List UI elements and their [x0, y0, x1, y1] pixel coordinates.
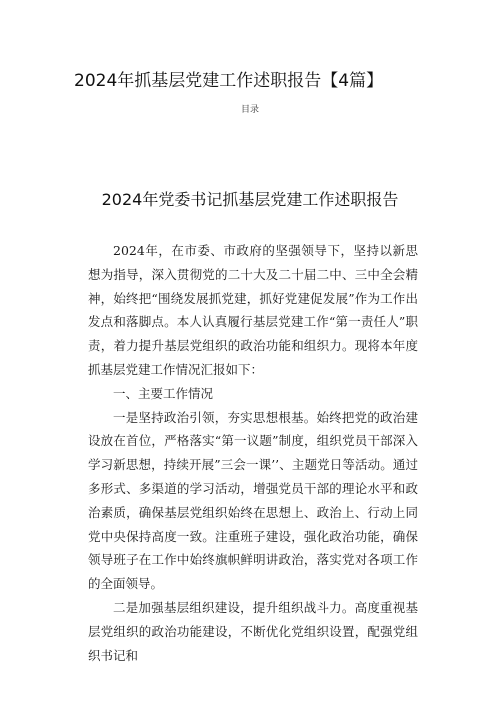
article-body: [88, 239, 418, 667]
article-title: 2024年党委书记抓基层党建工作述职报告: [101, 190, 399, 209]
section-heading: 一、主要工作情况: [113, 385, 214, 401]
toc-label: 目录: [240, 105, 259, 115]
body-paragraph: 2024年，在市委、市政府的坚强领导下，坚持以新思想为指导，深入贯彻党的二十大及二十届二中、三中全会精神，始终把“围绕发展抓党建，抓好党建促发展”作为工作出发点和落脚点。本人认真履行基层党建工作“第一责任人”职责，着力提升基层党组织的政治功能和组织力。现将本年度抓基层党建工作情况汇报如下：: [88, 243, 418, 377]
body-paragraph: 二是加强基层组织建设，提升组织战斗力。高度重视基层党组织的政治功能建设，不断优化党组织设置，配强党组织书记和: [88, 599, 418, 663]
body-paragraph: 一是坚持政治引领，夯实思想根基。始终把党的政治建设放在首位，严格落实“第一议题”制度，组织党员干部深入学习新思想，持续开展”三会一课’’、主题党日等活动。通过多形式、多渠道的学习活动，增强党员干部的理论水平和政治素质，确保基层党组织始终在思想上、政治上、行动上同党中央保持高度一致。注重班子建设，强化政治功能，确保领导班子在工作中始终旗帜鲜明讲政治，落实党对各项工作的全面领导。: [88, 409, 418, 592]
document-title: 2024年抓基层党建工作述职报告【4篇】: [74, 71, 384, 91]
